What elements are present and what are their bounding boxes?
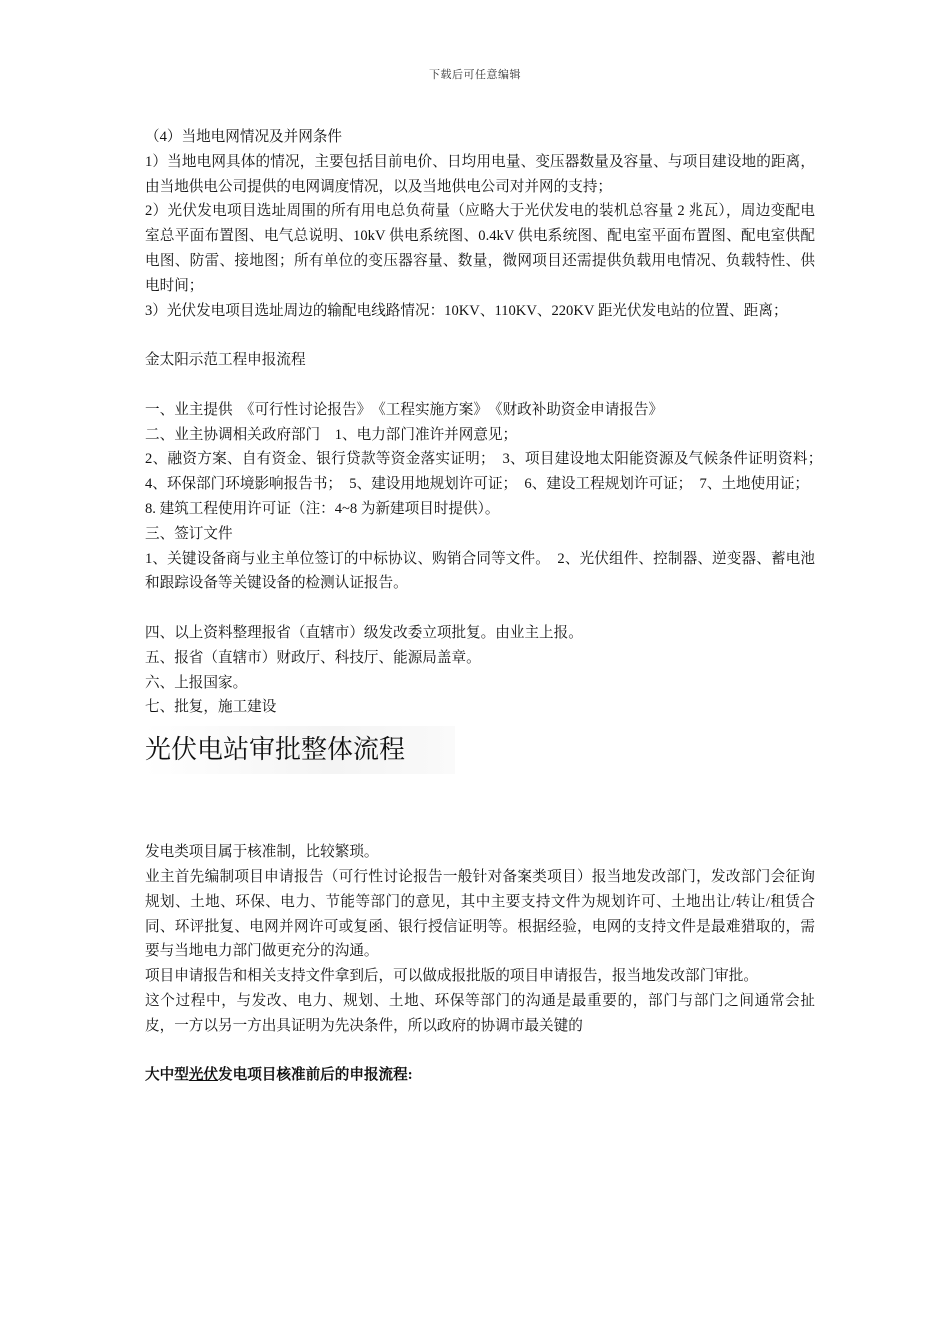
page-header: 下载后可任意编辑 xyxy=(429,69,521,81)
golden-sun-step-2-item-8: 8. 建筑工程使用许可证（注：4~8 为新建项目时提供）。 xyxy=(145,500,500,517)
golden-sun-step-5: 五、报省（直辖市）财政厅、科技厅、能源局盖章。 xyxy=(145,649,481,666)
spacer xyxy=(145,1039,815,1064)
document-body xyxy=(145,125,830,1088)
approval-process-heading: 光伏电站审批整体流程 xyxy=(145,726,455,774)
golden-sun-step-4: 四、以上资料整理报省（直辖市）级发改委立项批复。由业主上报。 xyxy=(145,624,583,641)
approval-para-1: 发电类项目属于核准制，比较繁琐。 xyxy=(145,844,379,861)
heading-suffix: 发电项目核准前后的申报流程: xyxy=(218,1067,413,1084)
golden-sun-step-3-continued: 1、关键设备商与业主单位签订的中标协议、购销合同等文件。 2、光伏组件、控制器、逆变器、蓄电池和跟踪设备等关键设备的检测认证报告。 xyxy=(145,550,815,592)
grid-section-title: （4）当地电网情况及并网条件 xyxy=(145,129,343,145)
spacer xyxy=(145,596,815,621)
golden-sun-step-7: 七、批复，施工建设 xyxy=(145,699,277,716)
golden-sun-step-3: 三、签订文件 xyxy=(145,525,233,542)
golden-sun-step-1: 一、业主提供 《可行性讨论报告》 《工程实施方案》 《财政补助资金申请报告》 xyxy=(145,401,664,418)
approval-para-2: 业主首先编制项目申请报告（可行性讨论报告一般针对备案类项目）报当地发改部门，发改部门会征询规划、土地、环保、电力、节能等部门的意见，其中主要支持文件为规划许可、土地出让/转让/租赁合同、环评批复、电网并网许可或复函、银行授信证明等。根据经验，电网的支持文件是最难猎取的，需要与当地电力部门做更充分的沟通。 xyxy=(145,868,815,960)
spacer xyxy=(145,373,815,398)
approval-para-3: 项目申请报告和相关支持文件拿到后，可以做成报批版的项目申请报告，报当地发改部门审批。 xyxy=(145,968,758,985)
approval-para-4: 这个过程中，与发改、电力、规划、土地、环保等部门的沟通是最重要的，部门与部门之间通常会扯皮，一方以另一方出具证明为先决条件，所以政府的协调市最关键的 xyxy=(145,992,815,1034)
golden-sun-title: 金太阳示范工程申报流程 xyxy=(145,352,306,369)
application-process-heading xyxy=(145,1063,815,1088)
grid-item-3: 3）光伏发电项目选址周边的输配电线路情况：10KV、110KV、220KV 距光伏发电站的位置、距离； xyxy=(145,302,788,319)
grid-item-1: 1）当地电网具体的情况，主要包括目前电价、日均用电量、变压器数量及容量、与项目建设地的距离，由当地供电公司提供的电网调度情况，以及当地供电公司对并网的支持； xyxy=(145,153,815,195)
photovoltaic-link[interactable]: 光伏 xyxy=(188,1067,218,1084)
golden-sun-step-6: 六、上报国家。 xyxy=(145,674,248,691)
golden-sun-step-2-continued: 2、融资方案、自有资金、银行贷款等资金落实证明； 3、项目建设地太阳能资源及气候条件证明资料； 4、环保部门环境影响报告书； 5、建设用地规划许可证； 6、建设工程规划许可证； 7、土地使用证； xyxy=(145,451,830,493)
spacer xyxy=(145,323,815,348)
grid-item-2: 2）光伏发电项目选址周围的所有用电总负荷量（应略大于光伏发电的装机总容量 2 兆瓦），周边变配电室总平面布置图、电气总说明、10kV 供电系统图、0.4kV 供电系统图、配电室平面布置图、配电室供配电图、防雷、接地图；所有单位的变压器容量、数量，微网项目还需提供负载用电情况、负载特性、供电时间； xyxy=(145,203,815,294)
golden-sun-step-2: 二、业主协调相关政府部门 1、电力部门准许并网意见； xyxy=(145,426,518,443)
spacer xyxy=(145,774,815,840)
heading-prefix: 大中型 xyxy=(145,1067,189,1084)
